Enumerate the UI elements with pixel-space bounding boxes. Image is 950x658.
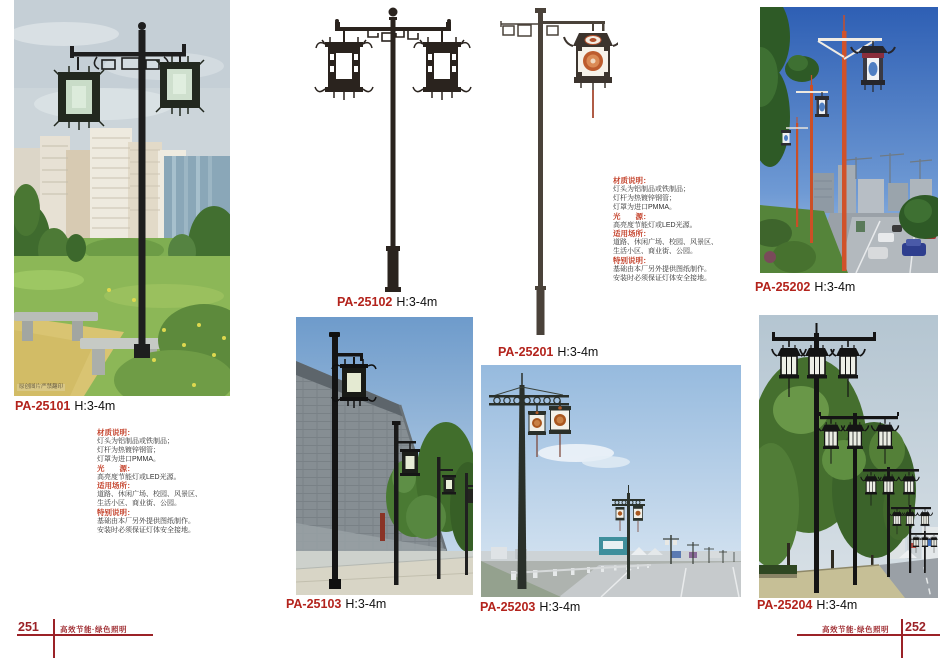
spec-line: 灯杆为热镀锌钢管； xyxy=(97,446,160,454)
spec-block-left xyxy=(97,429,202,536)
spec-line: 生活小区、商业街、公园。 xyxy=(97,500,181,508)
product-code: PA-25201 xyxy=(498,345,554,359)
product-size: H:3-4m xyxy=(816,598,858,612)
lantern-left xyxy=(54,66,104,130)
spec-line: 道路、休闲广场、校园、风景区、 xyxy=(613,239,718,247)
spec-material-header: 材质说明： xyxy=(97,428,135,437)
lantern-right xyxy=(156,56,204,116)
spec-special-header: 特别说明： xyxy=(97,508,135,518)
spec-line: 生活小区、商业街、公园。 xyxy=(613,248,697,256)
product-size: H:3-4m xyxy=(814,280,856,294)
spec-line: 基础由本厂另外提供图纸制作。 xyxy=(613,266,711,274)
spec-block-right xyxy=(613,177,718,284)
product-drawing-pa25102 xyxy=(308,0,478,292)
product-size: H:3-4m xyxy=(396,295,438,309)
page-number-left: 251 xyxy=(18,620,39,634)
product-label-pa25101 xyxy=(15,399,115,413)
spec-line: 高亮度节能灯或LED光源。 xyxy=(97,473,181,481)
lamp-drawing xyxy=(308,0,478,292)
spec-line: 灯头为铝制品或铁制品； xyxy=(613,185,690,193)
spec-line: 道路、休闲广场、校园、风景区、 xyxy=(97,491,202,499)
product-code: PA-25101 xyxy=(15,399,71,413)
footer-divider-left xyxy=(53,619,55,658)
product-photo-pa25101 xyxy=(14,0,230,396)
product-label-pa25202 xyxy=(755,280,855,294)
lamp-drawing xyxy=(483,0,618,341)
product-photo-pa25204 xyxy=(759,315,938,598)
spec-line: 灯罩为进口PMMA。 xyxy=(97,455,160,463)
street-scene xyxy=(760,7,938,273)
product-code: PA-25204 xyxy=(757,598,813,612)
photo-watermark: 原创图片严禁翻印 xyxy=(19,384,64,390)
spec-line: 灯杆为热镀锌钢管； xyxy=(613,194,676,202)
footer-rule-left xyxy=(17,634,153,636)
product-code: PA-25103 xyxy=(286,597,342,611)
footer-divider-right xyxy=(901,619,903,658)
product-size: H:3-4m xyxy=(74,399,116,413)
product-label-pa25102 xyxy=(337,295,437,309)
footer-rule-right xyxy=(797,634,940,636)
spec-line: 灯头为铝制品或铁制品； xyxy=(97,437,174,445)
footer-slogan-right: 高效节能·绿色照明 xyxy=(822,625,889,634)
spec-places-header: 适用场所： xyxy=(613,229,651,239)
product-code: PA-25203 xyxy=(480,600,536,614)
product-code: PA-25102 xyxy=(337,295,393,309)
spec-source-header: 光 源： xyxy=(97,463,135,473)
spec-material-header: 材质说明： xyxy=(613,176,651,185)
product-size: H:3-4m xyxy=(539,600,581,614)
wall-scene xyxy=(296,317,473,595)
park-scene xyxy=(14,0,230,396)
spec-line: 安装时必须保证灯体安全接地。 xyxy=(613,274,711,282)
spec-line: 安装时必须保证灯体安全接地。 xyxy=(97,526,195,534)
footer-slogan-left: 高效节能·绿色照明 xyxy=(60,625,127,634)
product-photo-pa25203 xyxy=(481,365,741,597)
product-label-pa25204 xyxy=(757,598,857,612)
page-number-right: 252 xyxy=(905,620,926,634)
product-label-pa25201 xyxy=(498,345,598,359)
product-label-pa25103 xyxy=(286,597,386,611)
product-size: H:3-4m xyxy=(557,345,599,359)
spec-source-header: 光 源： xyxy=(613,211,651,221)
spec-places-header: 适用场所： xyxy=(97,481,135,491)
product-size: H:3-4m xyxy=(345,597,387,611)
product-photo-pa25202 xyxy=(760,7,938,273)
product-photo-pa25103 xyxy=(296,317,473,595)
spec-line: 基础由本厂另外提供图纸制作。 xyxy=(97,518,195,526)
product-code: PA-25202 xyxy=(755,280,811,294)
spec-line: 灯罩为进口PMMA。 xyxy=(613,203,676,211)
avenue-scene xyxy=(759,315,938,598)
product-label-pa25203 xyxy=(480,600,580,614)
product-drawing-pa25201 xyxy=(483,0,618,341)
highway-scene xyxy=(481,365,741,597)
spec-line: 高亮度节能灯或LED光源。 xyxy=(613,221,697,229)
spec-special-header: 特别说明： xyxy=(613,256,651,266)
